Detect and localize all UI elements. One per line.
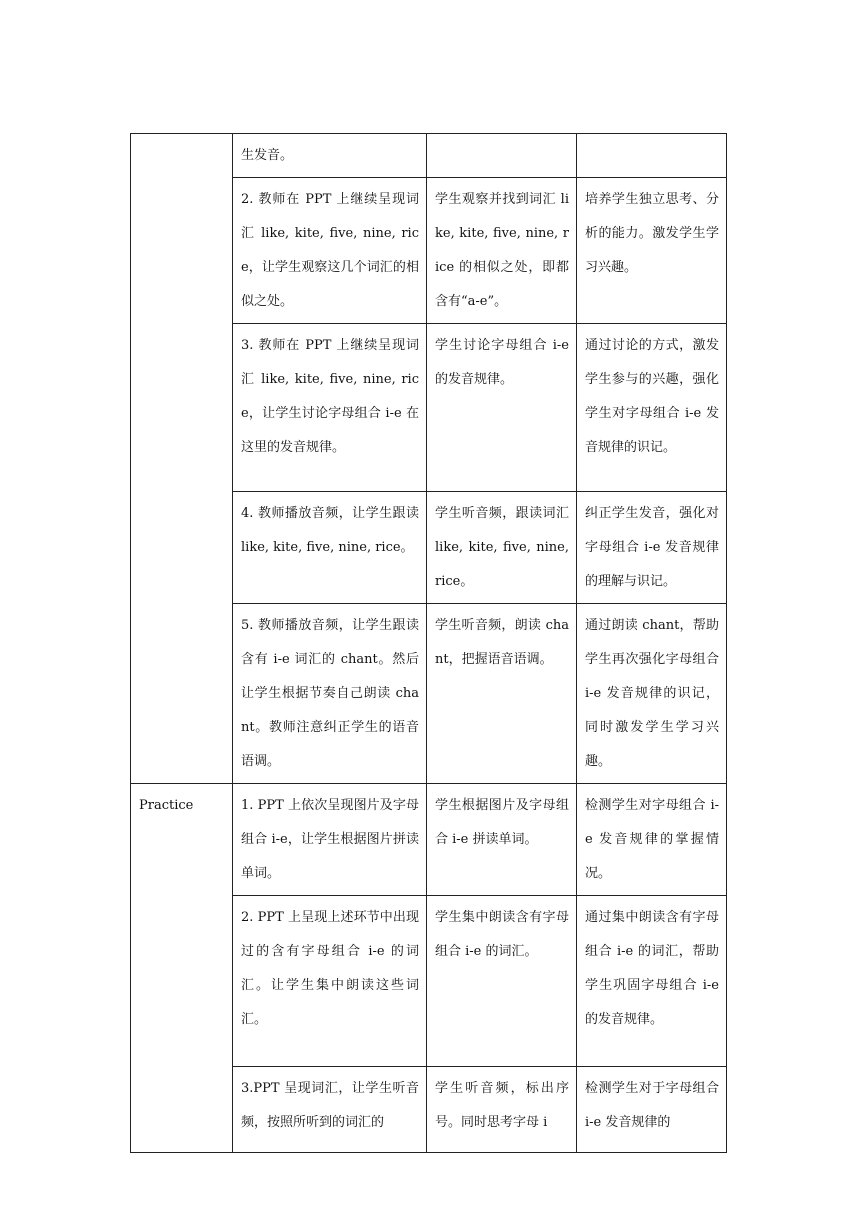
table-row: [131, 134, 727, 178]
design-purpose: 检测学生对于字母组合 i-e 发音规律的: [577, 1067, 727, 1153]
teacher-activity: 1. PPT 上依次呈现图片及字母组合 i-e，让学生根据图片拼读单词。: [233, 784, 427, 896]
student-activity: 学生听音频，标出序号。同时思考字母 i: [427, 1067, 577, 1153]
stage-label-practice: Practice: [131, 784, 233, 1153]
design-purpose: [577, 134, 727, 178]
student-activity: 学生讨论字母组合 i-e 的发音规律。: [427, 324, 577, 492]
design-purpose: 培养学生独立思考、分析的能力。激发学生学习兴趣。: [577, 178, 727, 324]
teacher-activity: 2. 教师在 PPT 上继续呈现词汇 like, kite, five, nine, rice，让学生观察这几个词汇的相似之处。: [233, 178, 427, 324]
stage-cell-empty: [131, 134, 233, 784]
design-purpose: 检测学生对字母组合 i-e 发音规律的掌握情况。: [577, 784, 727, 896]
teacher-activity: 生发音。: [233, 134, 427, 178]
design-purpose: 通过集中朗读含有字母组合 i-e 的词汇，帮助学生巩固字母组合 i-e 的发音规律。: [577, 896, 727, 1067]
student-activity: [427, 134, 577, 178]
student-activity: 学生听音频，跟读词汇 like, kite, five, nine, rice。: [427, 492, 577, 604]
teacher-activity: 4. 教师播放音频，让学生跟读 like, kite, five, nine, rice。: [233, 492, 427, 604]
teacher-activity: 3. 教师在 PPT 上继续呈现词汇 like, kite, five, nine, rice，让学生讨论字母组合 i-e 在这里的发音规律。: [233, 324, 427, 492]
design-purpose: 通过朗读 chant，帮助学生再次强化字母组合 i-e 发音规律的识记，同时激发学生学习兴趣。: [577, 604, 727, 784]
teacher-activity: 5. 教师播放音频，让学生跟读含有 i-e 词汇的 chant。然后让学生根据节奏自己朗读 chant。教师注意纠正学生的语音语调。: [233, 604, 427, 784]
lesson-plan-table: [130, 133, 727, 1153]
student-activity: 学生根据图片及字母组合 i-e 拼读单词。: [427, 784, 577, 896]
teacher-activity: 2. PPT 上呈现上述环节中出现过的含有字母组合 i-e 的词汇。让学生集中朗读这些词汇。: [233, 896, 427, 1067]
design-purpose: 通过讨论的方式，激发学生参与的兴趣，强化学生对字母组合 i-e 发音规律的识记。: [577, 324, 727, 492]
teacher-activity: 3.PPT 呈现词汇，让学生听音频，按照所听到的词汇的: [233, 1067, 427, 1153]
student-activity: 学生观察并找到词汇 like, kite, five, nine, rice 的相似之处，即都含有“a-e”。: [427, 178, 577, 324]
student-activity: 学生集中朗读含有字母组合 i-e 的词汇。: [427, 896, 577, 1067]
design-purpose: 纠正学生发音，强化对字母组合 i-e 发音规律的理解与识记。: [577, 492, 727, 604]
table-row: [131, 784, 727, 896]
student-activity: 学生听音频，朗读 chant，把握语音语调。: [427, 604, 577, 784]
